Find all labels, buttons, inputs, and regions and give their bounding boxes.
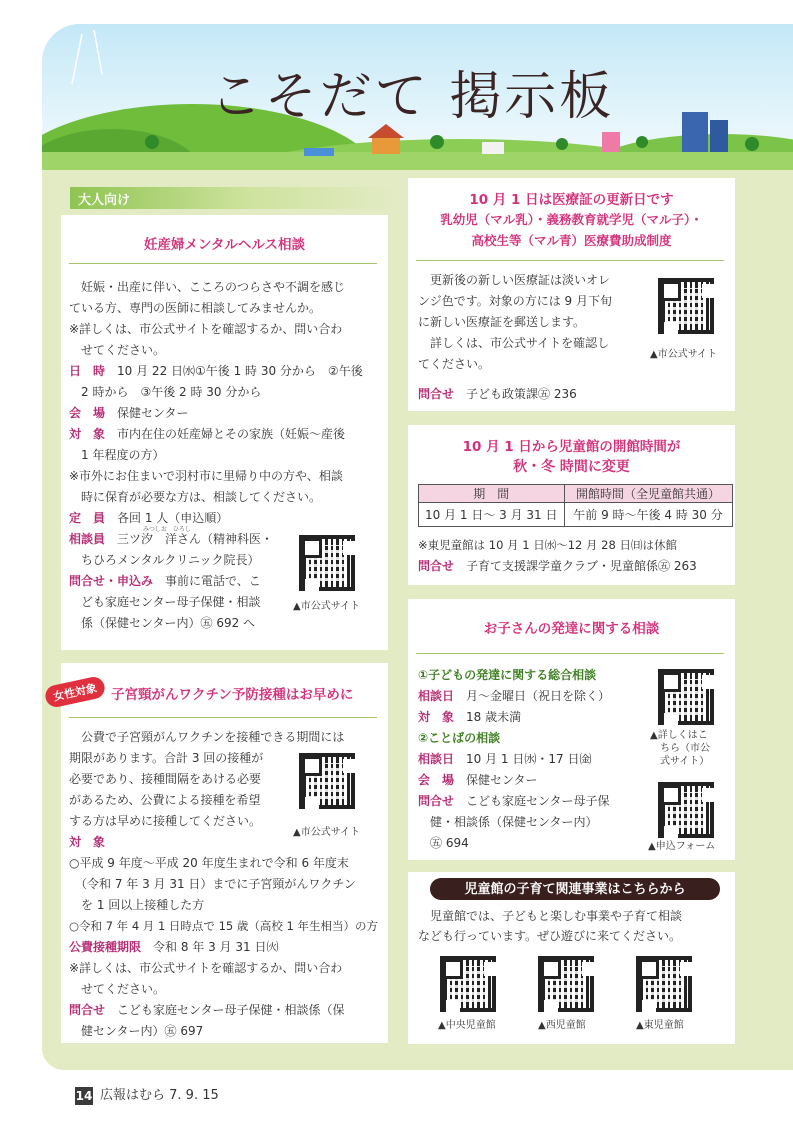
audience-tag: 大人向け — [70, 187, 400, 209]
contact-row — [69, 571, 261, 592]
contact-value: 子ども政策課㊄ 236 — [466, 387, 577, 401]
body-line: ンジ色です。対象の方には 9 月下旬 — [418, 294, 613, 308]
women-badge: 女性対象 — [43, 675, 106, 709]
contact-label: 問合せ — [418, 559, 455, 573]
qr-code-icon[interactable] — [636, 956, 692, 1012]
day-row — [418, 749, 591, 770]
contact-row — [69, 1000, 345, 1021]
contact-label: 問合せ — [69, 1003, 106, 1017]
deadline-row — [69, 937, 278, 958]
target-row — [418, 707, 521, 728]
section-subtitle: 高校生等（マル青）医療費助成制度 — [471, 233, 672, 248]
body-line: ※詳しくは、市公式サイトを確認するか、問い合わ — [69, 322, 343, 336]
body-line: せてください。 — [69, 343, 166, 357]
day-row — [418, 686, 610, 707]
header-banner — [42, 24, 793, 170]
contact-value-cont: ㊄ 694 — [430, 836, 469, 850]
qr-caption: ちら（市公 — [660, 743, 710, 754]
qr-caption: ▲市公式サイト — [650, 349, 717, 360]
qr-caption: ▲詳しくはこ — [650, 730, 708, 741]
date-label: 日 時 — [69, 364, 106, 378]
qr-caption: ▲市公式サイト — [293, 601, 360, 612]
qr-caption: ▲市公式サイト — [293, 827, 360, 838]
qr-code-icon[interactable] — [440, 956, 496, 1012]
capacity-label: 定 員 — [69, 511, 106, 525]
qr-caption: ▲中央児童館 — [438, 1020, 496, 1031]
note-line: ※詳しくは、市公式サイトを確認するか、問い合わ — [69, 961, 343, 975]
section-subtitle: 乳幼児（マル乳）・義務教育就学児（マル子）・ — [440, 212, 703, 227]
day-value: 月～金曜日（祝日を除く） — [466, 689, 611, 703]
counselor-label: 相談員 — [69, 532, 106, 546]
target-label: 対 象 — [69, 835, 106, 849]
condition-line: ○令和 7 年 4 月 1 日時点で 15 歳（高校 1 年生相当）の方 — [69, 919, 378, 933]
body-line: てください。 — [418, 357, 491, 371]
contact-value: 子育て支援課学童クラブ・児童館係㊄ 263 — [466, 559, 697, 573]
body-line: なども行っています。ぜひ遊びに来てください。 — [418, 929, 682, 943]
target-label: 対 象 — [69, 427, 106, 441]
qr-code-icon[interactable] — [299, 753, 355, 809]
medical-certificate-panel — [408, 178, 735, 411]
qr-code-icon[interactable] — [658, 278, 714, 334]
condition-line: ○平成 9 年度～平成 20 年度生まれで令和 6 年度末 — [69, 856, 349, 870]
section-title-line2: 秋・冬 時間に変更 — [513, 459, 630, 475]
section-title: 子宮頸がんワクチン予防接種はお早めに — [111, 687, 354, 703]
day-value: 10 月 1 日㈬・17 日㈮ — [466, 752, 592, 766]
section-title: 妊産婦メンタルヘルス相談 — [143, 237, 306, 253]
target-label: 対 象 — [418, 710, 455, 724]
body-line: 児童館では、子どもと楽しむ事業や子育て相談 — [418, 909, 683, 923]
venue-label: 会 場 — [69, 406, 106, 420]
counselor-value-cont: ちひろメンタルクリニック院長） — [81, 553, 260, 567]
page-title: こそだて 掲示板 — [209, 67, 615, 127]
day-label: 相談日 — [418, 689, 455, 703]
date-value: 10 月 22 日㈬①午後 1 時 30 分から ②午後 — [117, 364, 363, 378]
contact-value-cont: 係（保健センター内）㊄ 692 へ — [81, 616, 256, 630]
condition-line: を 1 回以上接種した方 — [81, 898, 205, 912]
hours-table — [418, 484, 733, 527]
contact-value-cont: 健・相談係（保健センター内） — [430, 815, 598, 829]
venue-label: 会 場 — [418, 773, 455, 787]
counselor-value: 三ツ汐 洋さん（精神科医・ — [117, 532, 274, 546]
contact-value-cont: 健センター内）㊄ 697 — [81, 1024, 204, 1038]
table-header: 開館時間（全児童館共通） — [564, 485, 732, 503]
table-cell: 10 月 1 日～ 3 月 31 日 — [419, 503, 565, 527]
jidokan-events-panel — [408, 872, 735, 1044]
qr-caption: 式サイト） — [660, 756, 710, 767]
contact-value: こども家庭センター母子保健・相談係（保 — [117, 1003, 345, 1017]
target-value: 市内在住の妊産婦とその家族（妊娠～産後 — [117, 427, 346, 441]
venue-row — [69, 403, 189, 424]
target-value: 18 歳未満 — [466, 710, 522, 724]
target-row — [69, 424, 345, 445]
body-line: する方は早めに接種してください。 — [69, 814, 262, 828]
note-line: ※東児童館は 10 月 1 日㈬～12 月 28 日㈰は休館 — [418, 538, 677, 552]
divider — [69, 263, 377, 264]
divider — [416, 260, 724, 261]
contact-value: 事前に電話で、こ — [165, 574, 261, 588]
body-line: に新しい医療証を郵送します。 — [418, 315, 586, 329]
body-line: 更新後の新しい医療証は淡いオレ — [418, 273, 611, 287]
body-line: ている方、専門の医師に相談してみませんか。 — [69, 301, 322, 315]
day-label: 相談日 — [418, 752, 455, 766]
table-cell: 午前 9 時～午後 4 時 30 分 — [564, 503, 732, 527]
contact-label: 問合せ — [418, 794, 455, 808]
capacity-value: 各回 1 人（申込順） — [117, 511, 229, 525]
venue-row — [418, 770, 538, 791]
counselor-ruby: みつしお ひろし — [143, 526, 191, 533]
contact-row — [418, 556, 697, 577]
subheading: ②ことばの相談 — [418, 731, 501, 745]
jidokan-hours-panel — [408, 425, 735, 585]
note-line: 時に保育が必要な方は、相談してください。 — [69, 490, 322, 504]
contact-row — [418, 791, 610, 812]
publication-name: 広報はむら 7. 9. 15 — [100, 1088, 219, 1103]
deadline-value: 令和 8 年 3 月 31 日㈫ — [153, 940, 279, 954]
date-row — [69, 361, 363, 382]
contact-value-cont: ども家庭センター母子保健・相談 — [81, 595, 261, 609]
condition-line: （令和 7 年 3 月 31 日）までに子宮頸がんワクチン — [75, 877, 356, 891]
section-title: 10 月 1 日は医療証の更新日です — [469, 192, 674, 208]
subheading: ①子どもの発達に関する総合相談 — [418, 668, 597, 682]
cervical-vaccine-panel — [52, 663, 388, 1043]
venue-value: 保健センター — [466, 773, 538, 787]
qr-code-icon[interactable] — [299, 535, 355, 591]
qr-code-icon[interactable] — [538, 956, 594, 1012]
body-line: 期限があります。合計 3 回の接種が — [69, 751, 264, 765]
development-panel — [408, 599, 735, 860]
qr-code-icon[interactable] — [658, 669, 714, 725]
body-line: があるため、公費による接種を希望 — [69, 793, 261, 807]
section-title: 10 月 1 日から児童館の開館時間が — [462, 439, 681, 455]
body-line: 妊娠・出産に伴い、こころのつらさや不調を感じ — [69, 280, 346, 294]
mental-health-panel — [61, 215, 388, 650]
counselor-row — [69, 529, 273, 550]
contact-row — [418, 384, 577, 405]
body-line: 必要であり、接種間隔をあける必要 — [69, 772, 262, 786]
section-title: お子さんの発達に関する相談 — [483, 621, 660, 637]
qr-caption: ▲西児童館 — [538, 1020, 586, 1031]
venue-value: 保健センター — [117, 406, 189, 420]
qr-caption: ▲東児童館 — [636, 1020, 684, 1031]
divider — [69, 717, 377, 718]
table-header: 期 間 — [419, 485, 565, 503]
note-line: ※市外にお住まいで羽村市に里帰り中の方や、相談 — [69, 469, 343, 483]
body-line: 公費で子宮頸がんワクチンを接種できる期間には — [69, 730, 345, 744]
contact-label: 問合せ — [418, 387, 455, 401]
contact-label: 問合せ・申込み — [69, 574, 154, 588]
qr-caption: ▲申込フォーム — [648, 841, 716, 852]
note-line: せてください。 — [69, 982, 166, 996]
target-value-cont: 1 年程度の方） — [81, 448, 165, 462]
contact-value: こども家庭センター母子保 — [466, 794, 610, 808]
page-number: 14 — [75, 1089, 93, 1103]
qr-code-icon[interactable] — [658, 782, 714, 838]
events-banner: 児童館の子育て関連事業はこちらから — [430, 878, 720, 900]
deadline-label: 公費接種期限 — [69, 940, 142, 954]
body-line: 詳しくは、市公式サイトを確認し — [418, 336, 610, 350]
date-value-cont: 2 時から ③午後 2 時 30 分から — [81, 385, 262, 399]
divider — [416, 653, 724, 654]
